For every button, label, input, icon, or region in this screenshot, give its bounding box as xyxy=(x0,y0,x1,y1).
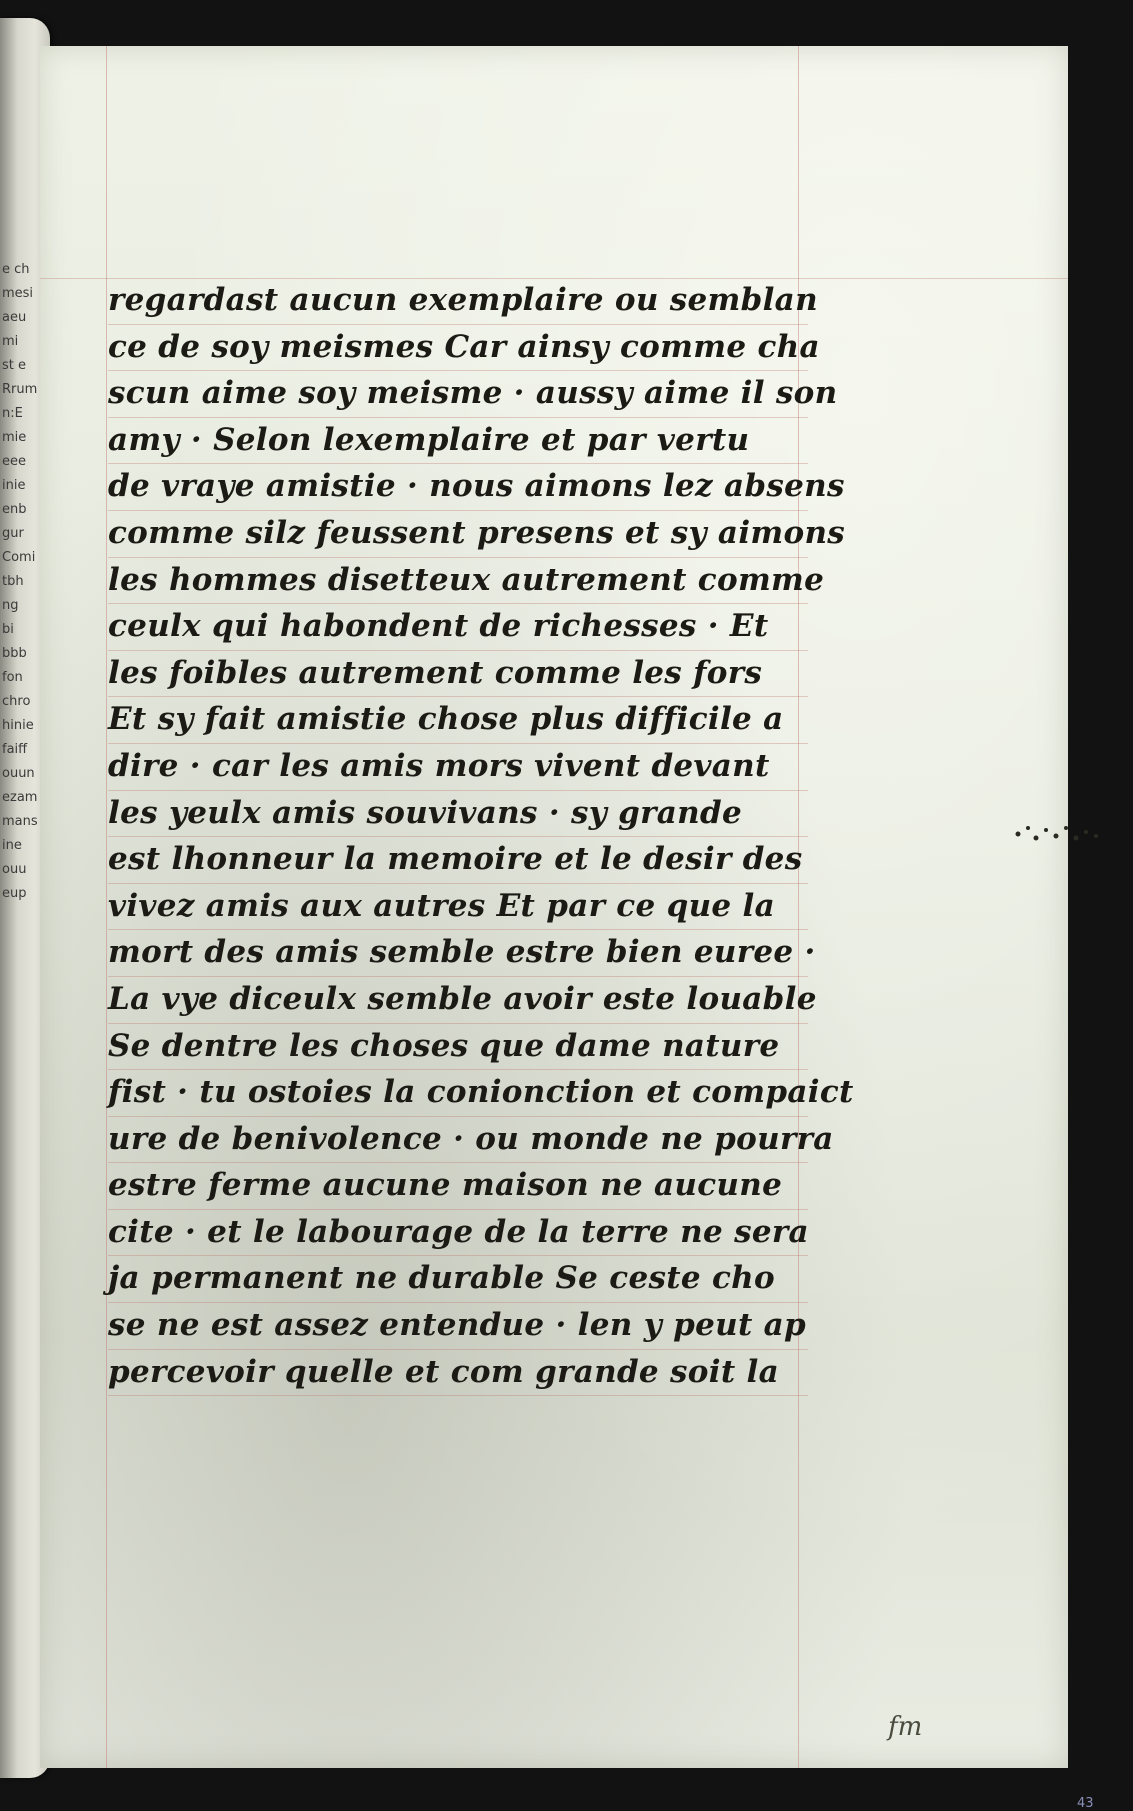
facing-page-fragment: ezam xyxy=(2,790,38,805)
folio-number: 43 xyxy=(1077,1796,1094,1811)
facing-page-fragment: n:E xyxy=(2,406,23,421)
text-line: les hommes disetteux autrement comme xyxy=(108,558,808,605)
facing-page-fragment: ouun xyxy=(2,766,35,781)
text-line: est lhonneur la memoire et le desir des xyxy=(108,837,808,884)
text-line: ce de soy meismes Car ainsy comme cha xyxy=(108,325,808,372)
facing-page-fragment: aeu xyxy=(2,310,27,325)
catchword: fm xyxy=(888,1712,923,1742)
facing-page-fragment: e ch xyxy=(2,262,30,277)
text-line: les foibles autrement comme les fors xyxy=(108,651,808,698)
facing-page-fragment: bbb xyxy=(2,646,27,661)
facing-page-fragment: chro xyxy=(2,694,31,709)
facing-page-fragment: ine xyxy=(2,838,22,853)
facing-page-fragment: eup xyxy=(2,886,27,901)
text-line: Et sy fait amistie chose plus difficile a xyxy=(108,697,808,744)
facing-page-fragment: fon xyxy=(2,670,23,685)
manuscript-folio xyxy=(40,46,1094,1811)
facing-page-fragment: mans xyxy=(2,814,38,829)
text-line: comme silz feussent presens et sy aimons xyxy=(108,511,808,558)
text-line: vivez amis aux autres Et par ce que la xyxy=(108,884,808,931)
facing-page-fragment: mi xyxy=(2,334,19,349)
text-line: mort des amis semble estre bien euree · xyxy=(108,930,808,977)
facing-page-fragment: Comi xyxy=(2,550,36,565)
text-line: scun aime soy meisme · aussy aime il son xyxy=(108,371,808,418)
text-line: se ne est assez entendue · len y peut ap xyxy=(108,1303,808,1350)
ruling-line-left xyxy=(106,46,107,1768)
text-line: dire · car les amis mors vivent devant xyxy=(108,744,808,791)
text-block xyxy=(108,278,854,1396)
text-line: de vraye amistie · nous aimons lez absens xyxy=(108,464,808,511)
facing-page-fragment: st e xyxy=(2,358,27,373)
facing-page-fragment: ouu xyxy=(2,862,27,877)
text-line: les yeulx amis souvivans · sy grande xyxy=(108,791,808,838)
facing-page-fragment: ng xyxy=(2,598,19,613)
text-line: percevoir quelle et com grande soit la xyxy=(108,1350,808,1397)
facing-page-fragment: inie xyxy=(2,478,26,493)
facing-page-fragment: hinie xyxy=(2,718,34,733)
facing-page-fragment: mesi xyxy=(2,286,34,301)
text-line: La vye diceulx semble avoir este louable xyxy=(108,977,808,1024)
text-line: ceulx qui habondent de richesses · Et xyxy=(108,604,808,651)
facing-page-fragment: mie xyxy=(2,430,27,445)
text-line: fist · tu ostoies la conionction et compaict xyxy=(108,1070,808,1117)
facing-page-fragment: eee xyxy=(2,454,26,469)
facing-page-fragment: tbh xyxy=(2,574,24,589)
text-line: amy · Selon lexemplaire et par vertu xyxy=(108,418,808,465)
text-line: Se dentre les choses que dame nature xyxy=(108,1024,808,1071)
text-line: cite · et le labourage de la terre ne sera xyxy=(108,1210,808,1257)
text-line: ure de benivolence · ou monde ne pourra xyxy=(108,1117,808,1164)
facing-page-fragment: enb xyxy=(2,502,27,517)
facing-page-fragment: gur xyxy=(2,526,24,541)
text-line: ja permanent ne durable Se ceste cho xyxy=(108,1256,808,1303)
facing-page-fragment: Rrum xyxy=(2,382,38,397)
facing-page-fragment: faiff xyxy=(2,742,28,757)
binding-stitch-marks xyxy=(1010,818,1110,852)
text-line: regardast aucun exemplaire ou semblan xyxy=(108,278,808,325)
text-line: estre ferme aucune maison ne aucune xyxy=(108,1163,808,1210)
facing-page-fragment: bi xyxy=(2,622,14,637)
